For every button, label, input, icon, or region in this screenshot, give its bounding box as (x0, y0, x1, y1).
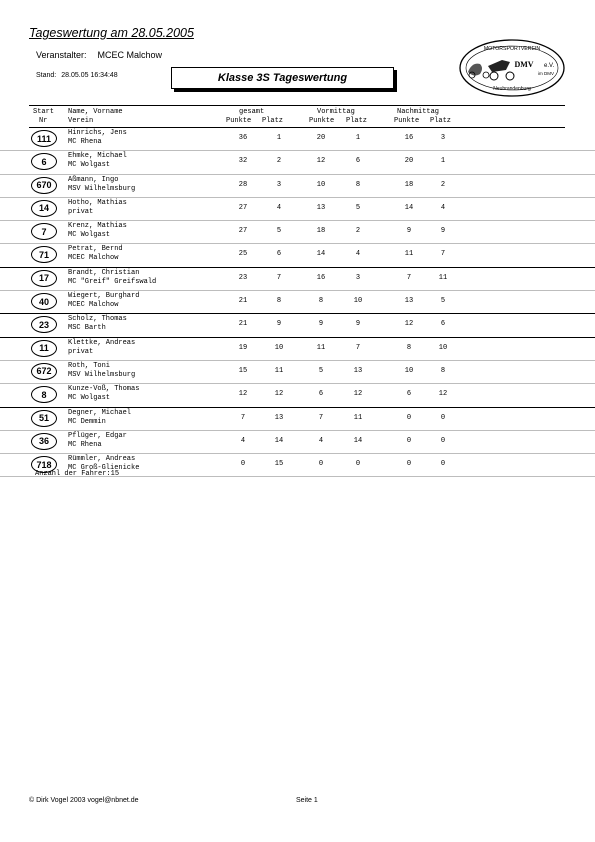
rider-cell (68, 315, 127, 333)
col-verein: Verein (68, 117, 94, 125)
rider-club: MC "Greif" Greifswald (68, 277, 157, 286)
start-number-badge: 40 (31, 293, 57, 310)
score-v-pl: 14 (353, 436, 363, 445)
score-g-p: 15 (238, 366, 248, 375)
start-number-badge: 23 (31, 316, 57, 333)
table-row (0, 198, 595, 221)
rider-club: MSC Barth (68, 324, 106, 333)
rider-club: MCEC Malchow (68, 254, 119, 263)
score-n-pl: 0 (440, 413, 446, 422)
start-number-badge: 670 (31, 177, 57, 194)
score-n-p: 16 (404, 134, 414, 142)
rider-cell (68, 199, 127, 217)
class-title: Klasse 3S Tageswertung (217, 72, 348, 84)
start-number-badge: 7 (31, 223, 57, 240)
table-row (0, 244, 595, 267)
stand-label: Stand: (36, 72, 57, 79)
score-v-pl: 11 (353, 413, 363, 422)
start-number-badge: 718 (31, 456, 57, 473)
score-n-pl: 6 (440, 320, 446, 329)
rider-name: Klettke, Andreas (68, 338, 136, 347)
score-v-p: 20 (316, 134, 326, 142)
stand-line (36, 72, 118, 79)
score-n-p: 13 (404, 297, 414, 306)
rider-club: MSV Wilhelmsburg (68, 370, 136, 379)
score-v-pl: 12 (353, 390, 363, 399)
score-g-p: 21 (238, 297, 248, 306)
organizer-line (36, 50, 162, 60)
column-headers (0, 107, 595, 129)
score-g-p: 27 (238, 203, 248, 212)
rider-name: Hinrichs, Jens (68, 129, 127, 137)
table-row (0, 151, 595, 174)
score-v-pl: 0 (355, 460, 361, 469)
score-v-p: 4 (318, 436, 324, 445)
start-number-badge: 14 (31, 200, 57, 217)
logo-dmv-text: im DMV (538, 71, 554, 76)
rider-name: Wiegert, Burghard (68, 292, 140, 301)
score-g-p: 0 (240, 460, 246, 469)
score-g-p: 36 (238, 134, 248, 142)
score-g-pl: 11 (274, 366, 284, 375)
table-row (0, 361, 595, 384)
rider-cell (68, 385, 139, 403)
rider-name: Kunze-Voß, Thomas (68, 385, 140, 394)
score-g-p: 7 (240, 413, 246, 422)
rider-name: Hotho, Mathias (68, 198, 127, 207)
score-g-pl: 5 (276, 227, 282, 236)
score-g-p: 25 (238, 250, 248, 259)
score-v-p: 16 (316, 273, 326, 282)
rider-name: Brandt, Christian (68, 268, 140, 277)
score-v-p: 7 (318, 413, 324, 422)
score-v-p: 8 (318, 297, 324, 306)
rider-name: Petrat, Bernd (68, 245, 123, 254)
score-n-p: 0 (406, 413, 412, 422)
score-g-pl: 1 (276, 134, 282, 142)
score-v-pl: 7 (355, 343, 361, 352)
table-row (0, 221, 595, 244)
score-g-p: 4 (240, 436, 246, 445)
score-v-pl: 8 (355, 180, 361, 189)
score-n-p: 14 (404, 203, 414, 212)
logo-top-text: MOTORSPORTVEREIN (483, 46, 541, 52)
start-number-badge: 17 (31, 270, 57, 287)
start-number-badge: 6 (31, 153, 57, 170)
rider-cell (68, 409, 131, 427)
score-n-p: 9 (406, 227, 412, 236)
score-v-p: 13 (316, 203, 326, 212)
rider-club: MC Wolgast (68, 394, 111, 403)
table-row (0, 431, 595, 454)
rider-club: MC Rhena (68, 440, 102, 449)
score-n-p: 10 (404, 366, 414, 375)
score-g-p: 19 (238, 343, 248, 352)
rider-name: Rümmler, Andreas (68, 455, 136, 464)
col-start: Start (33, 108, 55, 116)
score-n-pl: 2 (440, 180, 446, 189)
score-n-pl: 12 (438, 390, 448, 399)
score-v-p: 12 (316, 157, 326, 166)
start-number-badge: 51 (31, 410, 57, 427)
score-g-p: 27 (238, 227, 248, 236)
rider-cell (68, 152, 127, 170)
organizer-value: MCEC Malchow (97, 50, 163, 60)
score-n-pl: 3 (440, 134, 446, 142)
svg-text:DMV: DMV (514, 60, 534, 69)
score-n-p: 8 (406, 343, 412, 352)
score-n-pl: 9 (440, 227, 446, 236)
score-v-p: 5 (318, 366, 324, 375)
rider-cell (68, 176, 135, 194)
score-g-p: 23 (238, 273, 248, 282)
score-n-pl: 11 (438, 273, 448, 282)
score-n-p: 18 (404, 180, 414, 189)
score-g-p: 12 (238, 390, 248, 399)
score-v-p: 14 (316, 250, 326, 259)
start-number-badge: 71 (31, 246, 57, 263)
score-v-p: 11 (316, 343, 326, 352)
rider-cell (68, 129, 127, 147)
rider-name: Ehmke, Michael (68, 152, 127, 161)
table-row (0, 408, 595, 431)
rider-cell (68, 432, 127, 450)
table-row (0, 128, 595, 151)
col-nr: Nr (39, 117, 48, 125)
rider-name: Scholz, Thomas (68, 315, 127, 324)
score-n-p: 12 (404, 320, 414, 329)
rider-club: privat (68, 207, 94, 216)
stand-value: 28.05.05 16:34:48 (61, 72, 118, 79)
start-number-badge: 672 (31, 363, 57, 380)
score-n-pl: 7 (440, 250, 446, 259)
col-vormittag-punkte: Punkte (309, 117, 335, 125)
score-g-pl: 13 (274, 413, 284, 422)
score-n-pl: 8 (440, 366, 446, 375)
rider-cell (68, 292, 139, 310)
rider-name: Krenz, Mathias (68, 222, 127, 231)
rider-club: MC Groß-Glienicke (68, 464, 140, 473)
score-g-pl: 9 (276, 320, 282, 329)
score-n-pl: 0 (440, 460, 446, 469)
score-g-pl: 3 (276, 180, 282, 189)
col-gesamt: gesamt (239, 108, 265, 116)
score-n-p: 0 (406, 436, 412, 445)
rider-cell (68, 222, 127, 240)
score-g-pl: 14 (274, 436, 284, 445)
start-number-badge: 11 (31, 340, 57, 357)
organizer-label: Veranstalter: (36, 50, 87, 60)
score-v-p: 18 (316, 227, 326, 236)
score-n-pl: 1 (440, 157, 446, 166)
start-number-badge: 36 (31, 433, 57, 450)
score-n-pl: 5 (440, 297, 446, 306)
score-g-p: 32 (238, 157, 248, 166)
rider-club: privat (68, 347, 94, 356)
score-g-pl: 7 (276, 273, 282, 282)
class-title-box (171, 67, 394, 89)
rider-club: MC Wolgast (68, 231, 111, 240)
rider-name: Degner, Michael (68, 408, 132, 417)
table-row (0, 175, 595, 198)
rider-cell (68, 339, 135, 357)
score-g-pl: 10 (274, 343, 284, 352)
rider-cell (68, 269, 156, 287)
score-v-pl: 3 (355, 273, 361, 282)
score-n-p: 11 (404, 250, 414, 259)
footer-copyright: © Dirk Vogel 2003 vogel@nbnet.de (29, 797, 139, 804)
score-v-p: 10 (316, 180, 326, 189)
score-g-pl: 6 (276, 250, 282, 259)
score-n-p: 20 (404, 157, 414, 166)
rider-cell (68, 362, 135, 380)
score-n-p: 6 (406, 390, 412, 399)
score-n-pl: 4 (440, 203, 446, 212)
header-top-rule (29, 105, 565, 106)
score-v-p: 0 (318, 460, 324, 469)
score-g-pl: 4 (276, 203, 282, 212)
rider-name: Pflüger, Edgar (68, 431, 127, 440)
score-g-pl: 15 (274, 460, 284, 469)
score-n-pl: 0 (440, 436, 446, 445)
score-v-pl: 1 (355, 134, 361, 142)
table-row (0, 268, 595, 291)
results-table (0, 128, 595, 477)
score-v-pl: 6 (355, 157, 361, 166)
rider-club: MC Wolgast (68, 161, 111, 170)
col-gesamt-platz: Platz (262, 117, 284, 125)
col-gesamt-punkte: Punkte (226, 117, 252, 125)
score-g-pl: 2 (276, 157, 282, 166)
score-v-pl: 5 (355, 203, 361, 212)
score-g-p: 21 (238, 320, 248, 329)
rider-club: MC Demmin (68, 417, 106, 426)
logo-mid-text: e.V. (544, 63, 555, 69)
score-n-p: 7 (406, 273, 412, 282)
rider-club: MSV Wilhelmsburg (68, 184, 136, 193)
footer-page: Seite 1 (296, 797, 318, 804)
club-logo (458, 38, 566, 98)
table-row (0, 338, 595, 361)
col-vormittag: Vormittag (317, 108, 355, 116)
score-v-p: 6 (318, 390, 324, 399)
start-number-badge: 111 (31, 130, 57, 147)
page-title: Tageswertung am 28.05.2005 (29, 26, 194, 40)
rider-cell (68, 245, 123, 263)
logo-city-text: Neubrandenburg (493, 86, 531, 92)
score-v-pl: 4 (355, 250, 361, 259)
table-row (0, 384, 595, 407)
table-row (0, 291, 595, 314)
score-g-pl: 8 (276, 297, 282, 306)
rider-club: MC Rhena (68, 138, 102, 146)
score-g-pl: 12 (274, 390, 284, 399)
score-v-p: 9 (318, 320, 324, 329)
score-n-pl: 10 (438, 343, 448, 352)
score-g-p: 28 (238, 180, 248, 189)
col-nachmittag-platz: Platz (430, 117, 452, 125)
table-row (0, 314, 595, 337)
rider-name: Aßmann, Ingo (68, 175, 119, 184)
score-n-p: 0 (406, 460, 412, 469)
rider-name: Roth, Toni (68, 361, 111, 370)
rider-count: Anzahl der Fahrer:15 (35, 470, 120, 478)
start-number-badge: 8 (31, 386, 57, 403)
score-v-pl: 13 (353, 366, 363, 375)
col-name: Name, Vorname (68, 108, 123, 116)
col-nachmittag: Nachmittag (397, 108, 440, 116)
score-v-pl: 10 (353, 297, 363, 306)
col-vormittag-platz: Platz (346, 117, 368, 125)
rider-club: MCEC Malchow (68, 301, 119, 310)
score-v-pl: 2 (355, 227, 361, 236)
score-v-pl: 9 (355, 320, 361, 329)
col-nachmittag-punkte: Punkte (394, 117, 420, 125)
